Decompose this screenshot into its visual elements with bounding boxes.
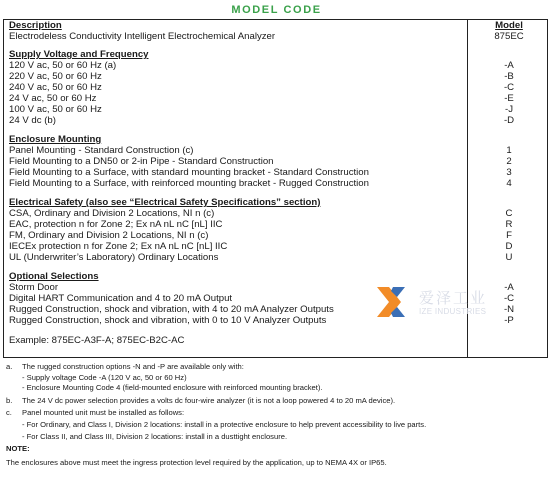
footnote-text: The 24 V dc power selection provides a volts dc four-wire analyzer (it is not a loop powered 4 to 20 mA device). [22, 396, 396, 405]
option-text: Rugged Construction, shock and vibration, with 0 to 10 V Analyzer Outputs [9, 315, 327, 326]
footnote-letter: a. [6, 362, 13, 371]
product-code: 875EC [494, 31, 524, 42]
option-text: 240 V ac, 50 or 60 Hz [9, 82, 102, 93]
company-logo-icon [371, 285, 411, 319]
option-text: CSA, Ordinary and Division 2 Locations, NI n (c) [9, 208, 215, 219]
option-text: Storm Door [9, 282, 59, 293]
option-text: 100 V ac, 50 or 60 Hz [9, 104, 102, 115]
example-line: Example: 875EC-A3F-A; 875EC-B2C-AC [9, 335, 185, 346]
option-text: FM, Ordinary and Division 2 Locations, NI n (c) [9, 230, 209, 241]
footnote-sub-text: - Supply voltage Code -A (120 V ac, 50 or 60 Hz) [22, 373, 187, 382]
option-text: 220 V ac, 50 or 60 Hz [9, 71, 102, 82]
option-code: -B [504, 71, 514, 82]
footnote-text: Panel mounted unit must be installed as follows: [22, 408, 185, 417]
option-text: Field Mounting to a DN50 or 2-in Pipe - Standard Construction [9, 156, 274, 167]
product-description: Electrodeless Conductivity Intelligent Electrochemical Analyzer [9, 31, 276, 42]
option-code: 1 [506, 145, 512, 156]
option-code: F [506, 230, 512, 241]
page-title: MODEL CODE [231, 4, 322, 16]
option-text: UL (Underwriter’s Laboratory) Ordinary Locations [9, 252, 219, 263]
option-text: Field Mounting to a Surface, with standard mounting bracket - Standard Construction [9, 167, 369, 178]
option-text: 24 V dc (b) [9, 115, 56, 126]
option-code: 3 [506, 167, 512, 178]
footnote-letter: c. [6, 408, 12, 417]
option-code: -N [503, 304, 515, 315]
option-text: Panel Mounting - Standard Construction (c) [9, 145, 194, 156]
watermark [371, 285, 521, 321]
option-text: Digital HART Communication and 4 to 20 mA Output [9, 293, 233, 304]
section-heading-enclosure: Enclosure Mounting [9, 134, 102, 145]
footnote-text: The rugged construction options -N and -P are available only with: [22, 362, 244, 371]
note-body-text: The enclosures above must meet the ingress protection level required by the application, up to NEMA 4X or IP65. [6, 458, 387, 467]
footnote-sub-text: - For Ordinary, and Class I, Division 2 locations: install in a protective enclosure to help prevent accessibility to live parts. [22, 420, 427, 429]
option-code: C [505, 208, 513, 219]
option-text: 24 V ac, 50 or 60 Hz [9, 93, 97, 104]
option-code: -C [503, 293, 515, 304]
option-code: -A [504, 282, 514, 293]
option-code: -E [504, 93, 514, 104]
option-text: EAC, protection n for Zone 2; Ex nA nL nC [nL] IIC [9, 219, 223, 230]
section-heading-electrical-safety: Electrical Safety (also see “Electrical Safety Specifications” section) [9, 197, 321, 208]
footnote-sub-text: - Enclosure Mounting Code 4 (field-mounted enclosure with reinforced mounting bracket). [22, 383, 323, 392]
watermark-english-text: IZE INDUSTRIES [419, 307, 487, 316]
note-heading-text: NOTE: [6, 444, 30, 453]
section-heading-supply: Supply Voltage and Frequency [9, 49, 149, 60]
option-code: -D [503, 115, 515, 126]
option-code: R [505, 219, 513, 230]
section-heading-optional: Optional Selections [9, 271, 99, 282]
option-text: Field Mounting to a Surface, with reinforced mounting bracket - Rugged Construction [9, 178, 369, 189]
option-code: -C [503, 82, 515, 93]
option-code: D [505, 241, 513, 252]
option-code: -A [504, 60, 514, 71]
option-code: 2 [506, 156, 512, 167]
option-code: U [505, 252, 513, 263]
option-code: -P [504, 315, 514, 326]
option-text: 120 V ac, 50 or 60 Hz (a) [9, 60, 117, 71]
watermark-chinese-text: 爱泽工业 [419, 289, 488, 307]
description-header: Description [9, 20, 62, 31]
option-code: 4 [506, 178, 512, 189]
option-code: -J [505, 104, 513, 115]
footnote-sub-text: - For Class II, and Class III, Division 2 locations: install in a dusttight enclosure. [22, 432, 288, 441]
footnote-letter: b. [6, 396, 13, 405]
model-header: Model [495, 20, 523, 31]
option-text: IECEx protection n for Zone 2; Ex nA nL nC [nL] IIC [9, 241, 228, 252]
option-text: Rugged Construction, shock and vibration, with 4 to 20 mA Analyzer Outputs [9, 304, 334, 315]
